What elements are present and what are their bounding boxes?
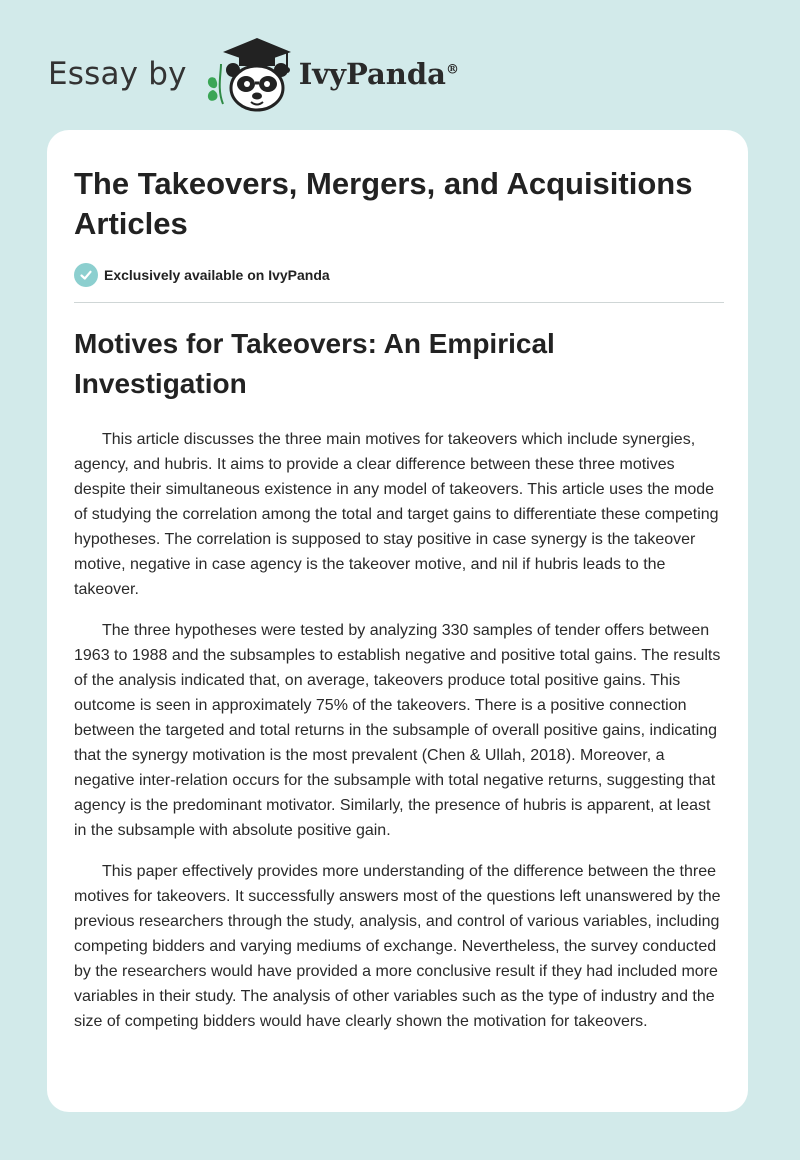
essay-body [74, 427, 724, 1050]
paragraph: The three hypotheses were tested by analyzing 330 samples of tender offers between 1963 to 1988 and the subsamples to establish negative and positive total gains. The results of the analysis indicated that, on average, takeovers produce total positive gains. This outcome is seen in approximately 75% of the takeovers. There is a positive connection between the targeted and total returns in the subsample of overall positive gains, indicating that the synergy motivation is the most prevalent (Chen & Ullah, 2018). Moreover, a negative inter-relation occurs for the subsample with total negative returns, suggesting that agency is the predominant motivator. Similarly, the presence of hubris is apparent, at least in the subsample with absolute positive gain. [74, 622, 721, 839]
section-heading: Motives for Takeovers: An Empirical Investigation [74, 328, 555, 399]
exclusive-badge [74, 263, 330, 287]
site-header [48, 34, 459, 114]
check-circle-icon [74, 263, 98, 287]
ivypanda-logo-icon[interactable] [201, 34, 295, 114]
exclusive-label: Exclusively available on IvyPanda [104, 267, 330, 283]
paragraph: This article discusses the three main motives for takeovers which include synergies, agency, and hubris. It aims to provide a clear difference between these three motives despite their simultaneous existence in any model of takeovers. This article uses the mode of studying the correlation among the total and target gains to differentiate these competing hypotheses. The correlation is supposed to stay positive in case synergy is the takeover motive, negative in case agency is the takeover motive, and nil if hubris leads to the takeover. [74, 431, 719, 598]
paragraph: This paper effectively provides more understanding of the difference between the three motives for takeovers. It successfully answers most of the questions left unanswered by the previous researchers through the study, analysis, and control of various variables, including competing bidders and varying mediums of exchange. Nevertheless, the survey conducted by the researchers would have provided a more conclusive result if they had included more variables in their study. The analysis of other variables such as the type of industry and the size of competing bidders would have clearly shown the motivation for takeovers. [74, 863, 721, 1030]
brand-text: IvyPanda [298, 57, 446, 91]
brand-name[interactable] [299, 57, 459, 91]
title-divider [74, 302, 724, 303]
essay-card [47, 130, 748, 1112]
registered-mark: ® [445, 62, 459, 78]
essay-title: The Takeovers, Mergers, and Acquisitions Articles [74, 166, 693, 241]
essay-by-label: Essay by [48, 56, 187, 92]
